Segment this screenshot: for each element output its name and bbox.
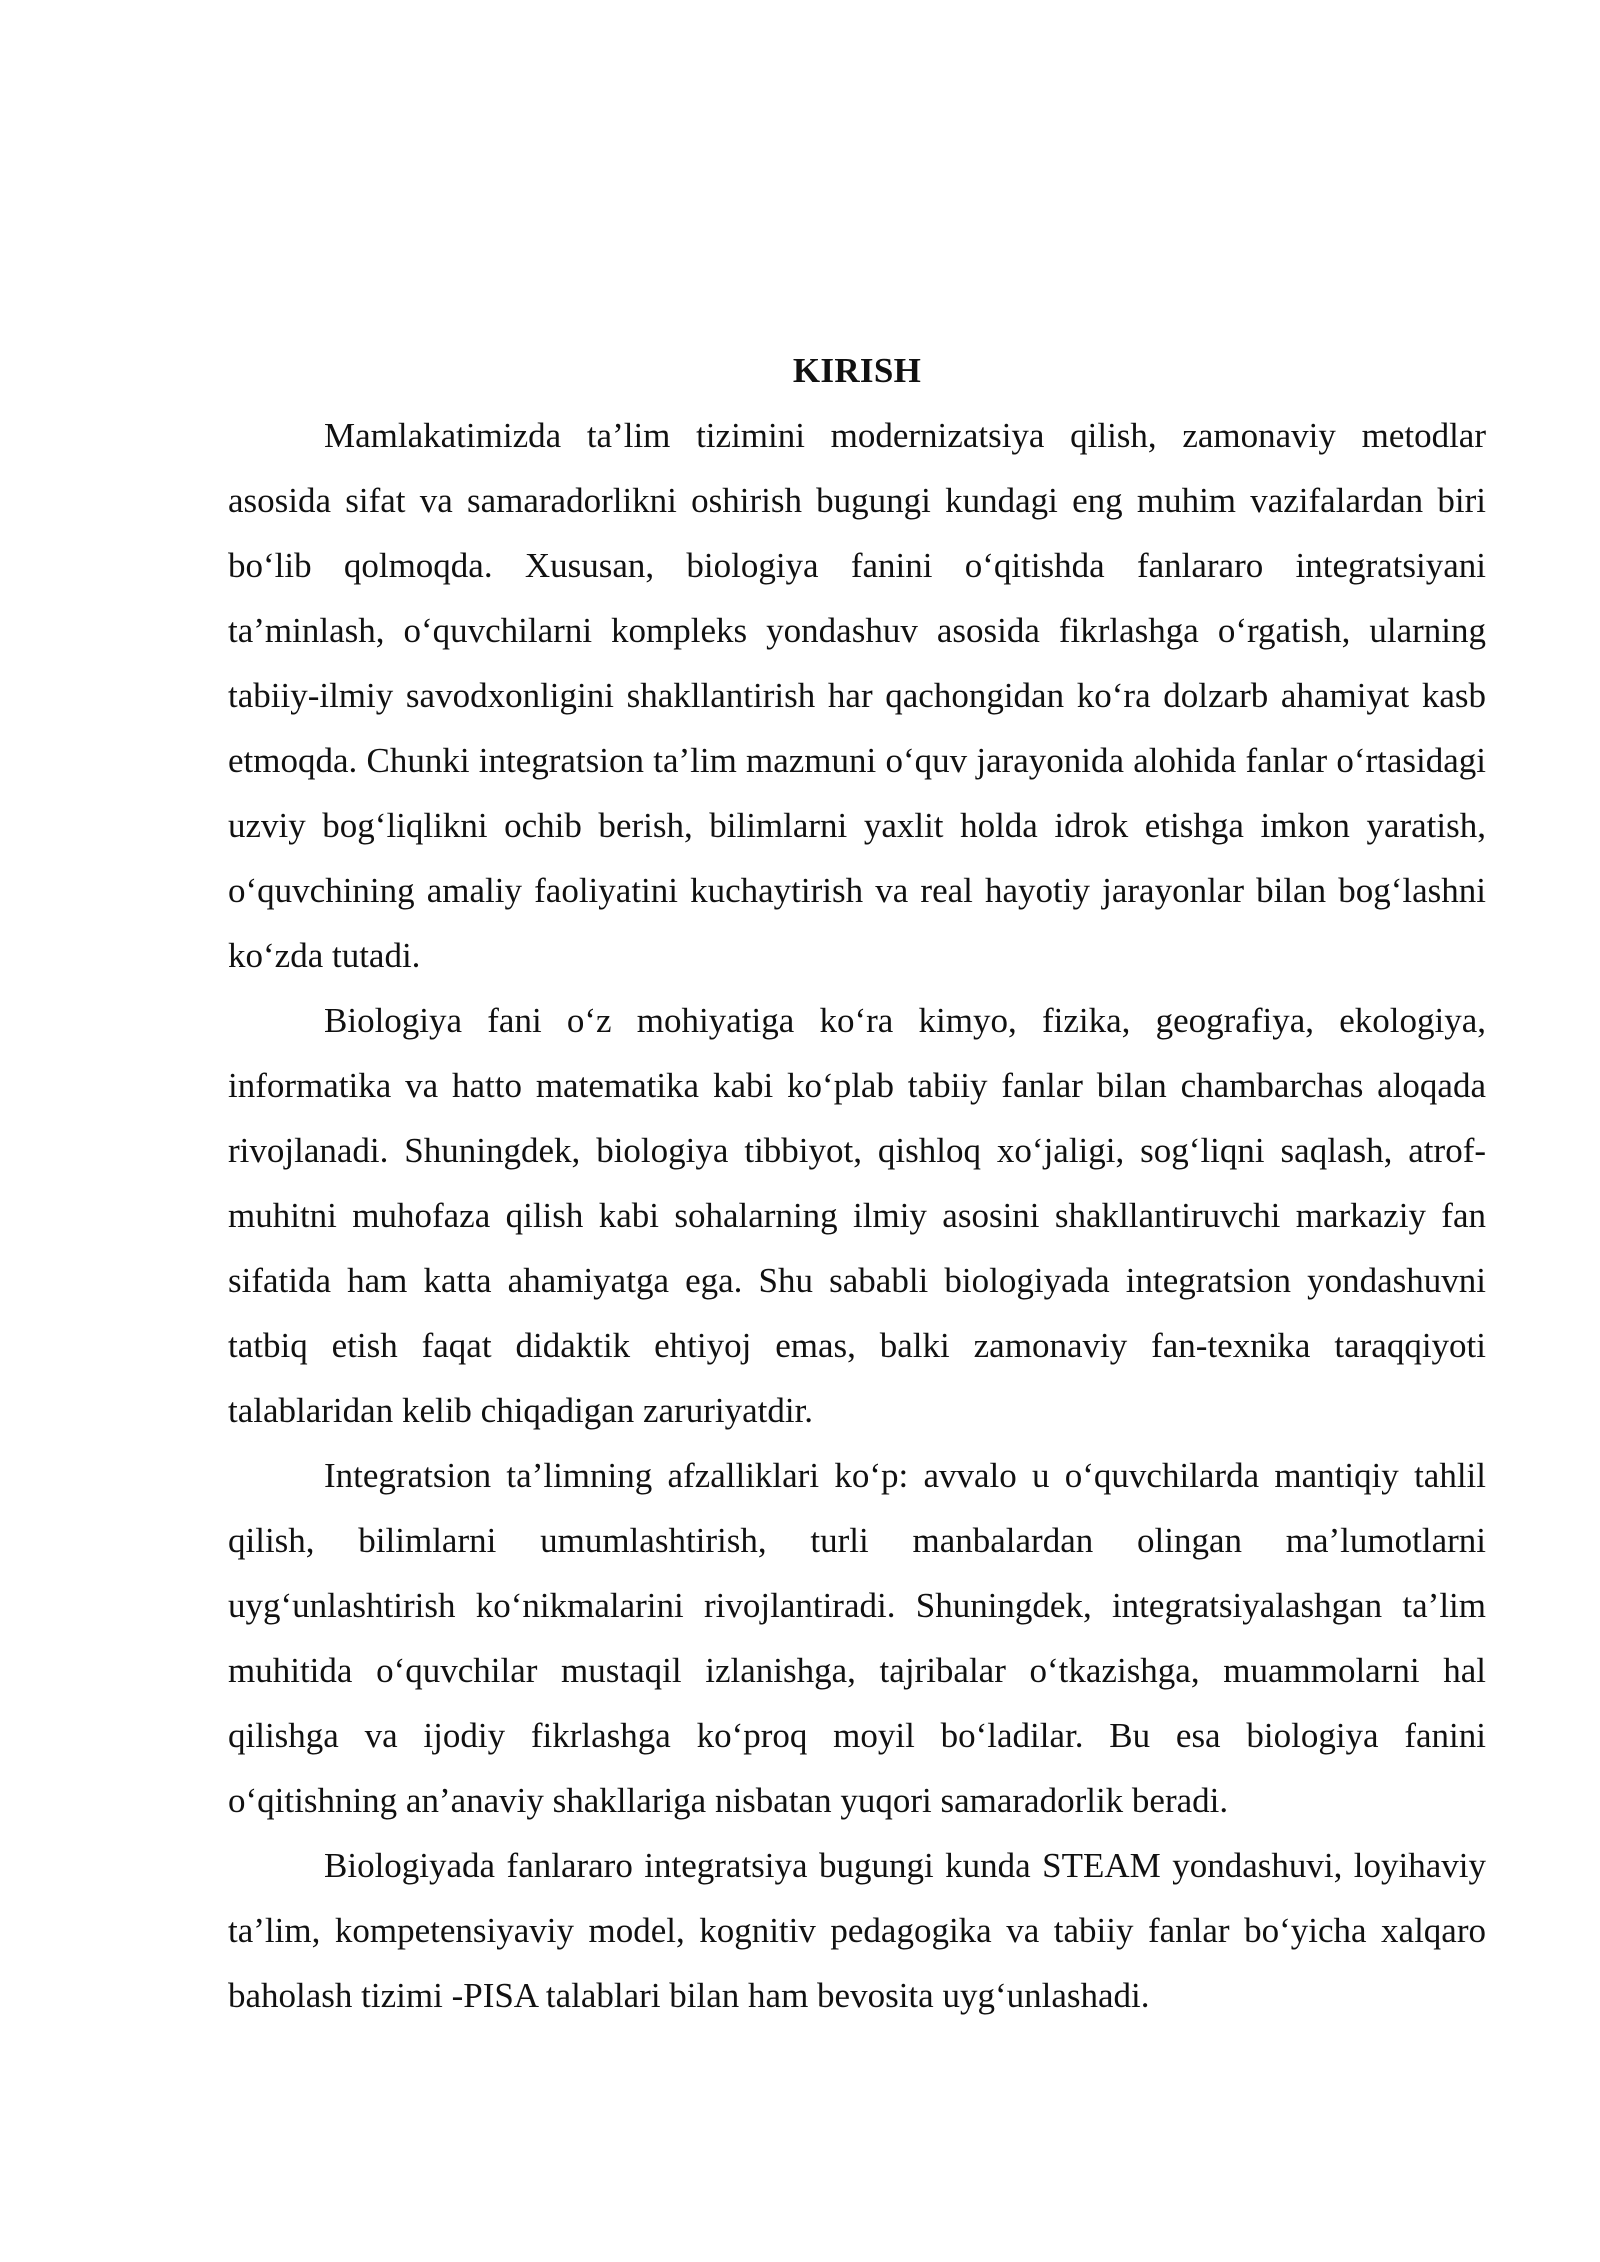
paragraph-2: Biologiya fani o‘z mohiyatiga ko‘ra kimyo, fizika, geografiya, ekologiya, informatika va hatto matematika kabi ko‘plab tabiiy fanlar bilan chambarchas aloqada rivojlanadi. Shuningdek, biologiya tibbiyot, qishloq xo‘jaligi, sog‘liqni saqlash, atrof-muhitni muhofaza qilish kabi sohalarning ilmiy asosini shakllantiruvchi markaziy fan sifatida ham katta ahamiyatga ega. Shu sababli biologiyada integratsion yondashuvni tatbiq etish faqat didaktik ehtiyoj emas, balki zamonaviy fan-texnika taraqqiyoti talablaridan kelib chiqadigan zaruriyatdir. (228, 1001, 1486, 1430)
paragraph-4: Biologiyada fanlararo integratsiya bugungi kunda STEAM yondashuvi, loyihaviy ta’lim, kompetensiyaviy model, kognitiv pedagogika va tabiiy fanlar bo‘yicha xalqaro baholash tizimi -PISA talablari bilan ham bevosita uyg‘unlashadi. (228, 1846, 1486, 2015)
document-body (228, 338, 1486, 2028)
paragraph-1: Mamlakatimizda ta’lim tizimini modernizatsiya qilish, zamonaviy metodlar asosida sifat va samaradorlikni oshirish bugungi kundagi eng muhim vazifalardan biri bo‘lib qolmoqda. Xususan, biologiya fanini o‘qitishda fanlararo integratsiyani ta’minlash, o‘quvchilarni kompleks yondashuv asosida fikrlashga o‘rgatish, ularning tabiiy-ilmiy savodxonligini shakllantirish har qachongidan ko‘ra dolzarb ahamiyat kasb etmoqda. Chunki integratsion ta’lim mazmuni o‘quv jarayonida alohida fanlar o‘rtasidagi uzviy bog‘liqlikni ochib berish, bilimlarni yaxlit holda idrok etishga imkon yaratish, o‘quvchining amaliy faoliyatini kuchaytirish va real hayotiy jarayonlar bilan bog‘lashni ko‘zda tutadi. (228, 416, 1486, 975)
page-title: KIRISH (792, 351, 922, 390)
paragraph-3: Integratsion ta’limning afzalliklari ko‘p: avvalo u o‘quvchilarda mantiqiy tahlil qilish, bilimlarni umumlashtirish, turli manbalardan olingan ma’lumotlarni uyg‘unlashtirish ko‘nikmalarini rivojlantiradi. Shuningdek, integratsiyalashgan ta’lim muhitida o‘quvchilar mustaqil izlanishga, tajribalar o‘tkazishga, muammolarni hal qilishga va ijodiy fikrlashga ko‘proq moyil bo‘ladilar. Bu esa biologiya fanini o‘qitishning an’anaviy shakllariga nisbatan yuqori samaradorlik beradi. (228, 1456, 1486, 1820)
